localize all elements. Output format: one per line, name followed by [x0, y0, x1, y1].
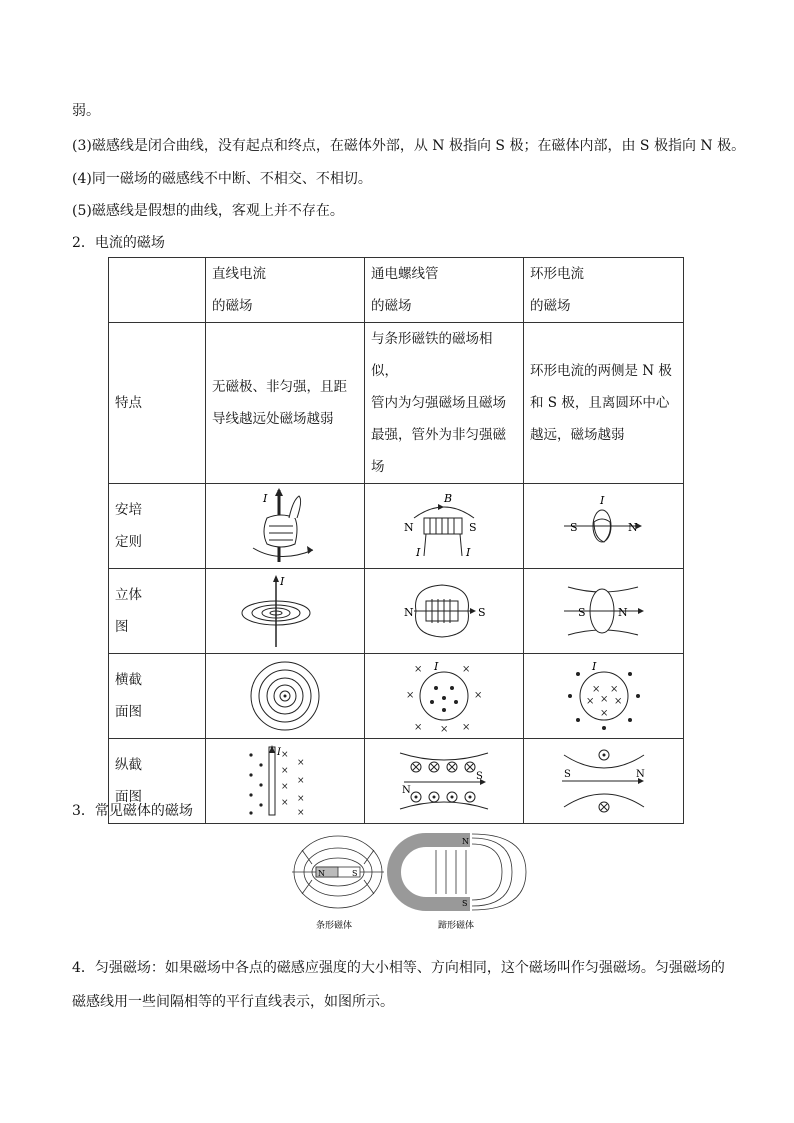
header-straight-current: 直线电流 的磁场	[206, 258, 365, 323]
ring-ampere-figure	[524, 484, 684, 569]
svg-text:S: S	[478, 606, 486, 619]
straight-ampere-figure	[206, 484, 365, 569]
svg-text:I: I	[466, 546, 471, 559]
svg-text:I: I	[591, 660, 596, 673]
ampere-rule-row	[109, 484, 684, 569]
section-4-line-1: 4．匀强磁场：如果磁场中各点的磁感应强度的大小相等、方向相同，这个磁场叫作匀强磁场。匀强磁场的	[72, 960, 725, 976]
svg-text:I: I	[277, 747, 281, 758]
intro-line-1: 弱。	[72, 103, 100, 119]
ring-3d-figure	[524, 569, 684, 654]
bar-magnet-diagram	[292, 836, 384, 908]
ring-cross-figure	[524, 654, 684, 739]
svg-text:N: N	[404, 606, 414, 619]
svg-text:S: S	[476, 771, 483, 782]
empty-corner-cell	[109, 258, 206, 323]
svg-text:×: ×	[406, 690, 415, 701]
feature-ring-current: 环形电流的两侧是 N 极 和 S 极，且离圆环中心 越远，磁场越弱	[524, 323, 684, 484]
svg-text:×: ×	[281, 766, 289, 776]
svg-text:N: N	[318, 869, 325, 878]
cross-section-row	[109, 654, 684, 739]
row-label-ampere: 安培 定则	[109, 484, 206, 569]
row-label-cross: 横截 面图	[109, 654, 206, 739]
svg-text:N: N	[627, 521, 638, 534]
svg-text:×: ×	[599, 708, 608, 719]
common-magnets-figure	[292, 830, 532, 940]
svg-text:S: S	[569, 521, 578, 534]
svg-text:×: ×	[613, 696, 622, 707]
svg-text:×: ×	[297, 808, 305, 818]
solenoid-ampere-figure	[365, 484, 524, 569]
horseshoe-magnet-diagram	[394, 834, 526, 910]
intro-line-4: (5)磁感线是假想的曲线，客观上并不存在。	[72, 203, 344, 219]
solenoid-longitudinal-figure	[365, 739, 524, 824]
bar-magnet-caption: 条形磁体	[316, 921, 353, 931]
svg-text:×: ×	[297, 758, 305, 768]
svg-text:×: ×	[599, 694, 608, 705]
straight-3d-figure	[206, 569, 365, 654]
svg-text:S: S	[462, 899, 468, 908]
svg-text:×: ×	[462, 722, 471, 733]
svg-text:I: I	[599, 494, 604, 507]
svg-text:×: ×	[281, 782, 289, 792]
feature-straight-current: 无磁极、非匀强，且距 导线越远处磁场越弱	[206, 323, 365, 484]
svg-text:S: S	[577, 606, 586, 619]
svg-text:×: ×	[474, 690, 483, 701]
svg-text:I: I	[434, 660, 439, 673]
svg-text:I: I	[280, 575, 285, 588]
section-3-title: 3．常见磁体的磁场	[72, 803, 193, 819]
intro-line-2: (3)磁感线是闭合曲线，没有起点和终点，在磁体外部，从 N 极指向 S 极；在磁体内部，由 S 极指向 N 极。	[72, 138, 746, 154]
ring-longitudinal-figure	[524, 739, 684, 824]
svg-text:×: ×	[297, 776, 305, 786]
current-magnetic-field-table	[108, 257, 684, 824]
svg-text:×: ×	[414, 664, 423, 675]
section-4-line-2: 磁感线用一些间隔相等的平行直线表示，如图所示。	[72, 994, 394, 1010]
longitudinal-row	[109, 739, 684, 824]
row-label-feature: 特点	[109, 323, 206, 484]
svg-text:×: ×	[609, 684, 618, 695]
svg-text:B: B	[444, 492, 453, 505]
svg-text:I: I	[263, 492, 268, 505]
svg-text:×: ×	[585, 696, 594, 707]
horseshoe-magnet-caption: 蹄形磁体	[438, 921, 475, 931]
svg-text:×: ×	[414, 722, 423, 733]
svg-text:×: ×	[591, 684, 600, 695]
solenoid-cross-figure	[365, 654, 524, 739]
svg-text:×: ×	[281, 750, 289, 760]
svg-text:N: N	[462, 837, 469, 846]
svg-text:S: S	[352, 869, 358, 878]
feature-solenoid: 与条形磁铁的磁场相似， 管内为匀强磁场且磁场 最强，管外为非匀强磁 场	[365, 323, 524, 484]
svg-text:×: ×	[281, 798, 289, 808]
straight-longitudinal-figure	[206, 739, 365, 824]
solenoid-3d-figure	[365, 569, 524, 654]
svg-text:I: I	[416, 546, 421, 559]
svg-text:S: S	[563, 769, 571, 780]
header-ring-current: 环形电流 的磁场	[524, 258, 684, 323]
intro-line-3: (4)同一磁场的磁感线不中断、不相交、不相切。	[72, 171, 372, 187]
header-row	[109, 258, 684, 323]
feature-row	[109, 323, 684, 484]
three-d-row	[109, 569, 684, 654]
row-label-longitudinal: 纵截 面图	[109, 739, 206, 824]
svg-text:×: ×	[297, 794, 305, 804]
header-solenoid: 通电螺线管 的磁场	[365, 258, 524, 323]
svg-text:S: S	[469, 521, 477, 534]
svg-text:N: N	[635, 769, 645, 780]
straight-cross-figure	[206, 654, 365, 739]
row-label-3d: 立体 图	[109, 569, 206, 654]
section-2-title: 2．电流的磁场	[72, 235, 165, 251]
svg-text:N: N	[617, 606, 628, 619]
svg-text:×: ×	[440, 724, 449, 734]
svg-text:N: N	[402, 785, 411, 796]
svg-text:×: ×	[462, 664, 471, 675]
svg-text:N: N	[404, 521, 414, 534]
